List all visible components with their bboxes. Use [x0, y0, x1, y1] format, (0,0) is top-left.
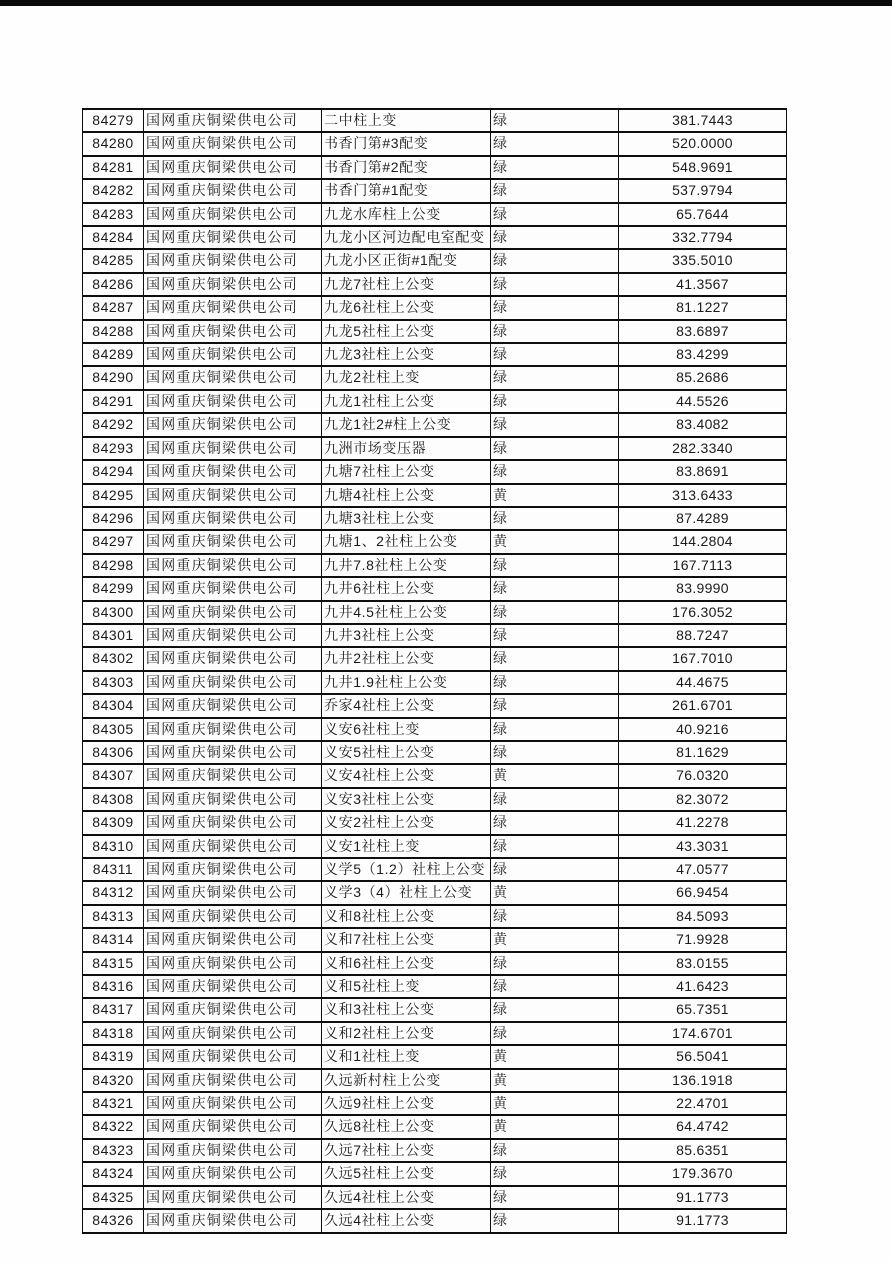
row-id-cell: 84303 — [83, 671, 144, 694]
status-cell: 绿 — [491, 203, 619, 226]
table-row — [83, 788, 787, 811]
company-cell: 国网重庆铜梁供电公司 — [144, 484, 322, 507]
transformer-name-cell: 九龙水库柱上公变 — [322, 203, 491, 226]
value-cell: 85.6351 — [619, 1139, 787, 1162]
table-row — [83, 1186, 787, 1209]
value-cell: 83.4082 — [619, 413, 787, 436]
company-cell: 国网重庆铜梁供电公司 — [144, 249, 322, 272]
status-cell: 绿 — [491, 671, 619, 694]
company-cell: 国网重庆铜梁供电公司 — [144, 811, 322, 834]
status-cell: 绿 — [491, 273, 619, 296]
status-cell: 黄 — [491, 764, 619, 787]
value-cell: 81.1629 — [619, 741, 787, 764]
table-row — [83, 835, 787, 858]
table-row — [83, 109, 787, 132]
status-cell: 黄 — [491, 484, 619, 507]
row-id-cell: 84287 — [83, 296, 144, 319]
value-cell: 88.7247 — [619, 624, 787, 647]
row-id-cell: 84299 — [83, 577, 144, 600]
table-row — [83, 437, 787, 460]
status-cell: 绿 — [491, 835, 619, 858]
table-row — [83, 1162, 787, 1185]
table-row — [83, 764, 787, 787]
row-id-cell: 84279 — [83, 109, 144, 132]
company-cell: 国网重庆铜梁供电公司 — [144, 647, 322, 670]
status-cell: 绿 — [491, 156, 619, 179]
transformer-name-cell: 义和3社柱上公变 — [322, 998, 491, 1021]
value-cell: 76.0320 — [619, 764, 787, 787]
value-cell: 66.9454 — [619, 881, 787, 904]
row-id-cell: 84319 — [83, 1045, 144, 1068]
row-id-cell: 84281 — [83, 156, 144, 179]
transformer-name-cell: 义安2社柱上公变 — [322, 811, 491, 834]
status-cell: 黄 — [491, 530, 619, 553]
transformer-name-cell: 久远4社柱上公变 — [322, 1186, 491, 1209]
value-cell: 83.9990 — [619, 577, 787, 600]
status-cell: 绿 — [491, 811, 619, 834]
table-row — [83, 1069, 787, 1092]
value-cell: 56.5041 — [619, 1045, 787, 1068]
transformer-name-cell: 义和5社柱上变 — [322, 975, 491, 998]
company-cell: 国网重庆铜梁供电公司 — [144, 858, 322, 881]
company-cell: 国网重庆铜梁供电公司 — [144, 203, 322, 226]
table-row — [83, 366, 787, 389]
row-id-cell: 84293 — [83, 437, 144, 460]
company-cell: 国网重庆铜梁供电公司 — [144, 905, 322, 928]
transformer-name-cell: 书香门第#3配变 — [322, 132, 491, 155]
transformer-name-cell: 九塘7社柱上公变 — [322, 460, 491, 483]
row-id-cell: 84310 — [83, 835, 144, 858]
status-cell: 绿 — [491, 226, 619, 249]
value-cell: 82.3072 — [619, 788, 787, 811]
value-cell: 41.2278 — [619, 811, 787, 834]
row-id-cell: 84317 — [83, 998, 144, 1021]
company-cell: 国网重庆铜梁供电公司 — [144, 975, 322, 998]
row-id-cell: 84315 — [83, 952, 144, 975]
status-cell: 绿 — [491, 1162, 619, 1185]
transformer-name-cell: 书香门第#1配变 — [322, 179, 491, 202]
company-cell: 国网重庆铜梁供电公司 — [144, 109, 322, 132]
table-row — [83, 320, 787, 343]
table-row — [83, 858, 787, 881]
transformer-name-cell: 义安5社柱上公变 — [322, 741, 491, 764]
table-row — [83, 343, 787, 366]
value-cell: 41.3567 — [619, 273, 787, 296]
company-cell: 国网重庆铜梁供电公司 — [144, 1045, 322, 1068]
transformer-name-cell: 义安6社柱上变 — [322, 718, 491, 741]
transformer-name-cell: 九龙1社柱上公变 — [322, 390, 491, 413]
value-cell: 84.5093 — [619, 905, 787, 928]
company-cell: 国网重庆铜梁供电公司 — [144, 179, 322, 202]
value-cell: 136.1918 — [619, 1069, 787, 1092]
row-id-cell: 84301 — [83, 624, 144, 647]
company-cell: 国网重庆铜梁供电公司 — [144, 624, 322, 647]
value-cell: 83.8691 — [619, 460, 787, 483]
company-cell: 国网重庆铜梁供电公司 — [144, 554, 322, 577]
transformer-name-cell: 九龙5社柱上公变 — [322, 320, 491, 343]
table-row — [83, 413, 787, 436]
row-id-cell: 84282 — [83, 179, 144, 202]
value-cell: 44.4675 — [619, 671, 787, 694]
transformer-name-cell: 义安4社柱上公变 — [322, 764, 491, 787]
table-row — [83, 928, 787, 951]
status-cell: 绿 — [491, 366, 619, 389]
transformer-name-cell: 九井2社柱上公变 — [322, 647, 491, 670]
transformer-name-cell: 九塘4社柱上公变 — [322, 484, 491, 507]
row-id-cell: 84291 — [83, 390, 144, 413]
transformer-name-cell: 久远9社柱上公变 — [322, 1092, 491, 1115]
table-row — [83, 460, 787, 483]
table-row — [83, 694, 787, 717]
row-id-cell: 84325 — [83, 1186, 144, 1209]
row-id-cell: 84292 — [83, 413, 144, 436]
value-cell: 91.1773 — [619, 1186, 787, 1209]
table-row — [83, 390, 787, 413]
table-row — [83, 179, 787, 202]
row-id-cell: 84318 — [83, 1022, 144, 1045]
row-id-cell: 84311 — [83, 858, 144, 881]
value-cell: 167.7010 — [619, 647, 787, 670]
company-cell: 国网重庆铜梁供电公司 — [144, 437, 322, 460]
company-cell: 国网重庆铜梁供电公司 — [144, 1092, 322, 1115]
table-row — [83, 881, 787, 904]
transformer-name-cell: 九龙1社2#柱上公变 — [322, 413, 491, 436]
company-cell: 国网重庆铜梁供电公司 — [144, 530, 322, 553]
transformer-table — [82, 108, 787, 1234]
transformer-name-cell: 义学5（1.2）社柱上公变 — [322, 858, 491, 881]
transformer-name-cell: 义和7社柱上公变 — [322, 928, 491, 951]
status-cell: 绿 — [491, 390, 619, 413]
table-row — [83, 647, 787, 670]
table-row — [83, 273, 787, 296]
company-cell: 国网重庆铜梁供电公司 — [144, 460, 322, 483]
status-cell: 绿 — [491, 952, 619, 975]
status-cell: 黄 — [491, 881, 619, 904]
value-cell: 81.1227 — [619, 296, 787, 319]
company-cell: 国网重庆铜梁供电公司 — [144, 601, 322, 624]
row-id-cell: 84306 — [83, 741, 144, 764]
row-id-cell: 84314 — [83, 928, 144, 951]
company-cell: 国网重庆铜梁供电公司 — [144, 156, 322, 179]
company-cell: 国网重庆铜梁供电公司 — [144, 390, 322, 413]
value-cell: 174.6701 — [619, 1022, 787, 1045]
table-row — [83, 554, 787, 577]
status-cell: 绿 — [491, 413, 619, 436]
table-row — [83, 1092, 787, 1115]
value-cell: 176.3052 — [619, 601, 787, 624]
transformer-name-cell: 久远新村柱上公变 — [322, 1069, 491, 1092]
company-cell: 国网重庆铜梁供电公司 — [144, 1069, 322, 1092]
status-cell: 绿 — [491, 858, 619, 881]
row-id-cell: 84326 — [83, 1209, 144, 1232]
status-cell: 绿 — [491, 249, 619, 272]
status-cell: 绿 — [491, 554, 619, 577]
row-id-cell: 84288 — [83, 320, 144, 343]
status-cell: 绿 — [491, 647, 619, 670]
table-row — [83, 1022, 787, 1045]
company-cell: 国网重庆铜梁供电公司 — [144, 764, 322, 787]
company-cell: 国网重庆铜梁供电公司 — [144, 507, 322, 530]
row-id-cell: 84296 — [83, 507, 144, 530]
status-cell: 绿 — [491, 460, 619, 483]
transformer-name-cell: 义和8社柱上公变 — [322, 905, 491, 928]
status-cell: 黄 — [491, 928, 619, 951]
transformer-name-cell: 九龙6社柱上公变 — [322, 296, 491, 319]
status-cell: 绿 — [491, 179, 619, 202]
table-row — [83, 203, 787, 226]
transformer-name-cell: 义和2社柱上公变 — [322, 1022, 491, 1045]
transformer-name-cell: 九龙小区正街#1配变 — [322, 249, 491, 272]
table-row — [83, 671, 787, 694]
row-id-cell: 84304 — [83, 694, 144, 717]
company-cell: 国网重庆铜梁供电公司 — [144, 273, 322, 296]
value-cell: 44.5526 — [619, 390, 787, 413]
value-cell: 313.6433 — [619, 484, 787, 507]
row-id-cell: 84289 — [83, 343, 144, 366]
row-id-cell: 84322 — [83, 1115, 144, 1138]
table-row — [83, 577, 787, 600]
row-id-cell: 84285 — [83, 249, 144, 272]
status-cell: 绿 — [491, 577, 619, 600]
status-cell: 黄 — [491, 1069, 619, 1092]
value-cell: 548.9691 — [619, 156, 787, 179]
status-cell: 绿 — [491, 1139, 619, 1162]
company-cell: 国网重庆铜梁供电公司 — [144, 835, 322, 858]
company-cell: 国网重庆铜梁供电公司 — [144, 413, 322, 436]
transformer-name-cell: 义和6社柱上公变 — [322, 952, 491, 975]
company-cell: 国网重庆铜梁供电公司 — [144, 226, 322, 249]
value-cell: 167.7113 — [619, 554, 787, 577]
company-cell: 国网重庆铜梁供电公司 — [144, 952, 322, 975]
table-row — [83, 1115, 787, 1138]
table-row — [83, 998, 787, 1021]
status-cell: 绿 — [491, 998, 619, 1021]
row-id-cell: 84284 — [83, 226, 144, 249]
value-cell: 282.3340 — [619, 437, 787, 460]
company-cell: 国网重庆铜梁供电公司 — [144, 694, 322, 717]
value-cell: 43.3031 — [619, 835, 787, 858]
status-cell: 绿 — [491, 694, 619, 717]
transformer-name-cell: 九龙小区河边配电室配变 — [322, 226, 491, 249]
transformer-name-cell: 乔家4社柱上公变 — [322, 694, 491, 717]
row-id-cell: 84283 — [83, 203, 144, 226]
transformer-name-cell: 九龙2社柱上变 — [322, 366, 491, 389]
company-cell: 国网重庆铜梁供电公司 — [144, 1162, 322, 1185]
company-cell: 国网重庆铜梁供电公司 — [144, 1115, 322, 1138]
table-row — [83, 156, 787, 179]
table-row — [83, 132, 787, 155]
table-row — [83, 905, 787, 928]
value-cell: 47.0577 — [619, 858, 787, 881]
transformer-name-cell: 义和1社柱上变 — [322, 1045, 491, 1068]
value-cell: 261.6701 — [619, 694, 787, 717]
status-cell: 绿 — [491, 343, 619, 366]
company-cell: 国网重庆铜梁供电公司 — [144, 1209, 322, 1232]
company-cell: 国网重庆铜梁供电公司 — [144, 1022, 322, 1045]
status-cell: 绿 — [491, 718, 619, 741]
row-id-cell: 84286 — [83, 273, 144, 296]
table-row — [83, 530, 787, 553]
status-cell: 绿 — [491, 507, 619, 530]
company-cell: 国网重庆铜梁供电公司 — [144, 1139, 322, 1162]
value-cell: 179.3670 — [619, 1162, 787, 1185]
status-cell: 绿 — [491, 741, 619, 764]
status-cell: 绿 — [491, 1022, 619, 1045]
transformer-name-cell: 九井1.9社柱上公变 — [322, 671, 491, 694]
company-cell: 国网重庆铜梁供电公司 — [144, 343, 322, 366]
value-cell: 335.5010 — [619, 249, 787, 272]
row-id-cell: 84320 — [83, 1069, 144, 1092]
transformer-name-cell: 九井6社柱上公变 — [322, 577, 491, 600]
row-id-cell: 84297 — [83, 530, 144, 553]
status-cell: 绿 — [491, 437, 619, 460]
value-cell: 381.7443 — [619, 109, 787, 132]
company-cell: 国网重庆铜梁供电公司 — [144, 132, 322, 155]
table-row — [83, 601, 787, 624]
scan-edge-bar — [0, 0, 892, 6]
company-cell: 国网重庆铜梁供电公司 — [144, 928, 322, 951]
table-row — [83, 952, 787, 975]
status-cell: 绿 — [491, 788, 619, 811]
status-cell: 绿 — [491, 1186, 619, 1209]
table-row — [83, 296, 787, 319]
transformer-name-cell: 九井7.8社柱上公变 — [322, 554, 491, 577]
value-cell: 85.2686 — [619, 366, 787, 389]
table-row — [83, 975, 787, 998]
company-cell: 国网重庆铜梁供电公司 — [144, 671, 322, 694]
status-cell: 黄 — [491, 1092, 619, 1115]
value-cell: 520.0000 — [619, 132, 787, 155]
value-cell: 71.9928 — [619, 928, 787, 951]
company-cell: 国网重庆铜梁供电公司 — [144, 741, 322, 764]
table-row — [83, 1139, 787, 1162]
value-cell: 332.7794 — [619, 226, 787, 249]
transformer-name-cell: 久远8社柱上公变 — [322, 1115, 491, 1138]
company-cell: 国网重庆铜梁供电公司 — [144, 1186, 322, 1209]
transformer-name-cell: 九洲市场变压器 — [322, 437, 491, 460]
value-cell: 22.4701 — [619, 1092, 787, 1115]
row-id-cell: 84290 — [83, 366, 144, 389]
value-cell: 83.6897 — [619, 320, 787, 343]
table-row — [83, 249, 787, 272]
row-id-cell: 84316 — [83, 975, 144, 998]
company-cell: 国网重庆铜梁供电公司 — [144, 577, 322, 600]
row-id-cell: 84300 — [83, 601, 144, 624]
transformer-name-cell: 九塘3社柱上公变 — [322, 507, 491, 530]
transformer-name-cell: 九井3社柱上公变 — [322, 624, 491, 647]
transformer-name-cell: 久远7社柱上公变 — [322, 1139, 491, 1162]
value-cell: 65.7351 — [619, 998, 787, 1021]
row-id-cell: 84313 — [83, 905, 144, 928]
table-row — [83, 507, 787, 530]
row-id-cell: 84280 — [83, 132, 144, 155]
status-cell: 绿 — [491, 320, 619, 343]
status-cell: 黄 — [491, 1115, 619, 1138]
table-row — [83, 1209, 787, 1232]
status-cell: 绿 — [491, 624, 619, 647]
row-id-cell: 84298 — [83, 554, 144, 577]
transformer-table-body — [83, 109, 787, 1233]
transformer-name-cell: 九塘1、2社柱上公变 — [322, 530, 491, 553]
value-cell: 83.0155 — [619, 952, 787, 975]
table-row — [83, 718, 787, 741]
row-id-cell: 84295 — [83, 484, 144, 507]
value-cell: 64.4742 — [619, 1115, 787, 1138]
status-cell: 绿 — [491, 296, 619, 319]
value-cell: 65.7644 — [619, 203, 787, 226]
transformer-name-cell: 书香门第#2配变 — [322, 156, 491, 179]
row-id-cell: 84308 — [83, 788, 144, 811]
status-cell: 绿 — [491, 975, 619, 998]
row-id-cell: 84312 — [83, 881, 144, 904]
row-id-cell: 84321 — [83, 1092, 144, 1115]
value-cell: 144.2804 — [619, 530, 787, 553]
transformer-name-cell: 九龙3社柱上公变 — [322, 343, 491, 366]
table-row — [83, 811, 787, 834]
row-id-cell: 84307 — [83, 764, 144, 787]
table-row — [83, 624, 787, 647]
status-cell: 绿 — [491, 601, 619, 624]
status-cell: 绿 — [491, 905, 619, 928]
status-cell: 绿 — [491, 109, 619, 132]
transformer-name-cell: 义安1社柱上变 — [322, 835, 491, 858]
value-cell: 40.9216 — [619, 718, 787, 741]
transformer-name-cell: 二中柱上变 — [322, 109, 491, 132]
company-cell: 国网重庆铜梁供电公司 — [144, 718, 322, 741]
row-id-cell: 84294 — [83, 460, 144, 483]
table-row — [83, 226, 787, 249]
value-cell: 83.4299 — [619, 343, 787, 366]
table-row — [83, 741, 787, 764]
status-cell: 绿 — [491, 1209, 619, 1232]
value-cell: 87.4289 — [619, 507, 787, 530]
company-cell: 国网重庆铜梁供电公司 — [144, 296, 322, 319]
table-row — [83, 1045, 787, 1068]
row-id-cell: 84302 — [83, 647, 144, 670]
row-id-cell: 84323 — [83, 1139, 144, 1162]
transformer-name-cell: 久远5社柱上公变 — [322, 1162, 491, 1185]
company-cell: 国网重庆铜梁供电公司 — [144, 366, 322, 389]
transformer-name-cell: 义学3（4）社柱上公变 — [322, 881, 491, 904]
transformer-name-cell: 义安3社柱上公变 — [322, 788, 491, 811]
transformer-name-cell: 久远4社柱上公变 — [322, 1209, 491, 1232]
value-cell: 537.9794 — [619, 179, 787, 202]
row-id-cell: 84309 — [83, 811, 144, 834]
company-cell: 国网重庆铜梁供电公司 — [144, 320, 322, 343]
company-cell: 国网重庆铜梁供电公司 — [144, 788, 322, 811]
row-id-cell: 84324 — [83, 1162, 144, 1185]
company-cell: 国网重庆铜梁供电公司 — [144, 881, 322, 904]
value-cell: 41.6423 — [619, 975, 787, 998]
status-cell: 黄 — [491, 1045, 619, 1068]
transformer-name-cell: 九井4.5社柱上公变 — [322, 601, 491, 624]
value-cell: 91.1773 — [619, 1209, 787, 1232]
status-cell: 绿 — [491, 132, 619, 155]
company-cell: 国网重庆铜梁供电公司 — [144, 998, 322, 1021]
transformer-name-cell: 九龙7社柱上公变 — [322, 273, 491, 296]
row-id-cell: 84305 — [83, 718, 144, 741]
table-row — [83, 484, 787, 507]
